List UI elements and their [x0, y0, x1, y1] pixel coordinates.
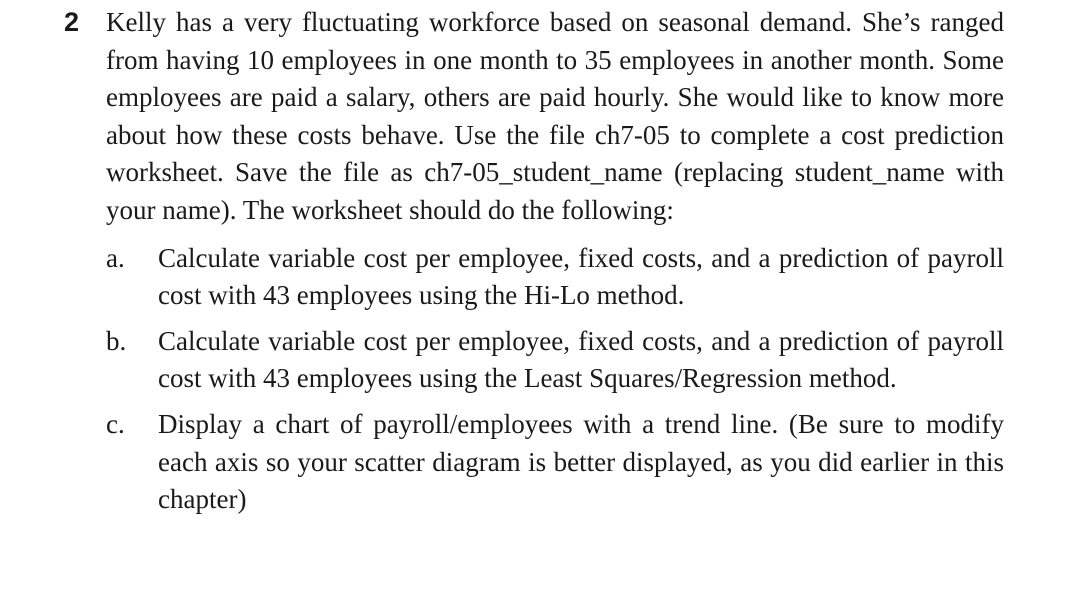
problem-header: [64, 4, 1004, 230]
task-item-a: [106, 240, 1004, 315]
problem-2: [64, 4, 1004, 527]
task-marker-c: c.: [106, 408, 125, 439]
task-text-a: Calculate variable cost per employee, fixed costs, and a prediction of payroll cost with 43 employees using the Hi-Lo method.: [158, 242, 1004, 311]
task-marker-a: a.: [106, 242, 125, 273]
problem-number: 2: [64, 7, 80, 37]
task-list: [106, 240, 1004, 519]
task-item-c: [106, 406, 1004, 519]
problem-intro: Kelly has a very fluctuating workforce based on seasonal demand. She’s ranged from having 10 employees in one month to 35 employees in another month. Some employees are paid a salary, others are paid hourly. She would like to know more about how these costs behave. Use the file ch7-05 to complete a cost prediction worksheet. Save the file as ch7-05_student_name (replacing student_name with your name). The worksheet should do the following:: [106, 7, 1004, 225]
task-text-c: Display a chart of payroll/employees with a trend line. (Be sure to modify each axis so your scatter diagram is better displayed, as you did earlier in this chapter): [158, 408, 1004, 515]
task-text-b: Calculate variable cost per employee, fixed costs, and a prediction of payroll cost with 43 employees using the Least Squares/Regression method.: [158, 325, 1004, 394]
task-marker-b: b.: [106, 325, 127, 356]
task-item-b: [106, 323, 1004, 398]
